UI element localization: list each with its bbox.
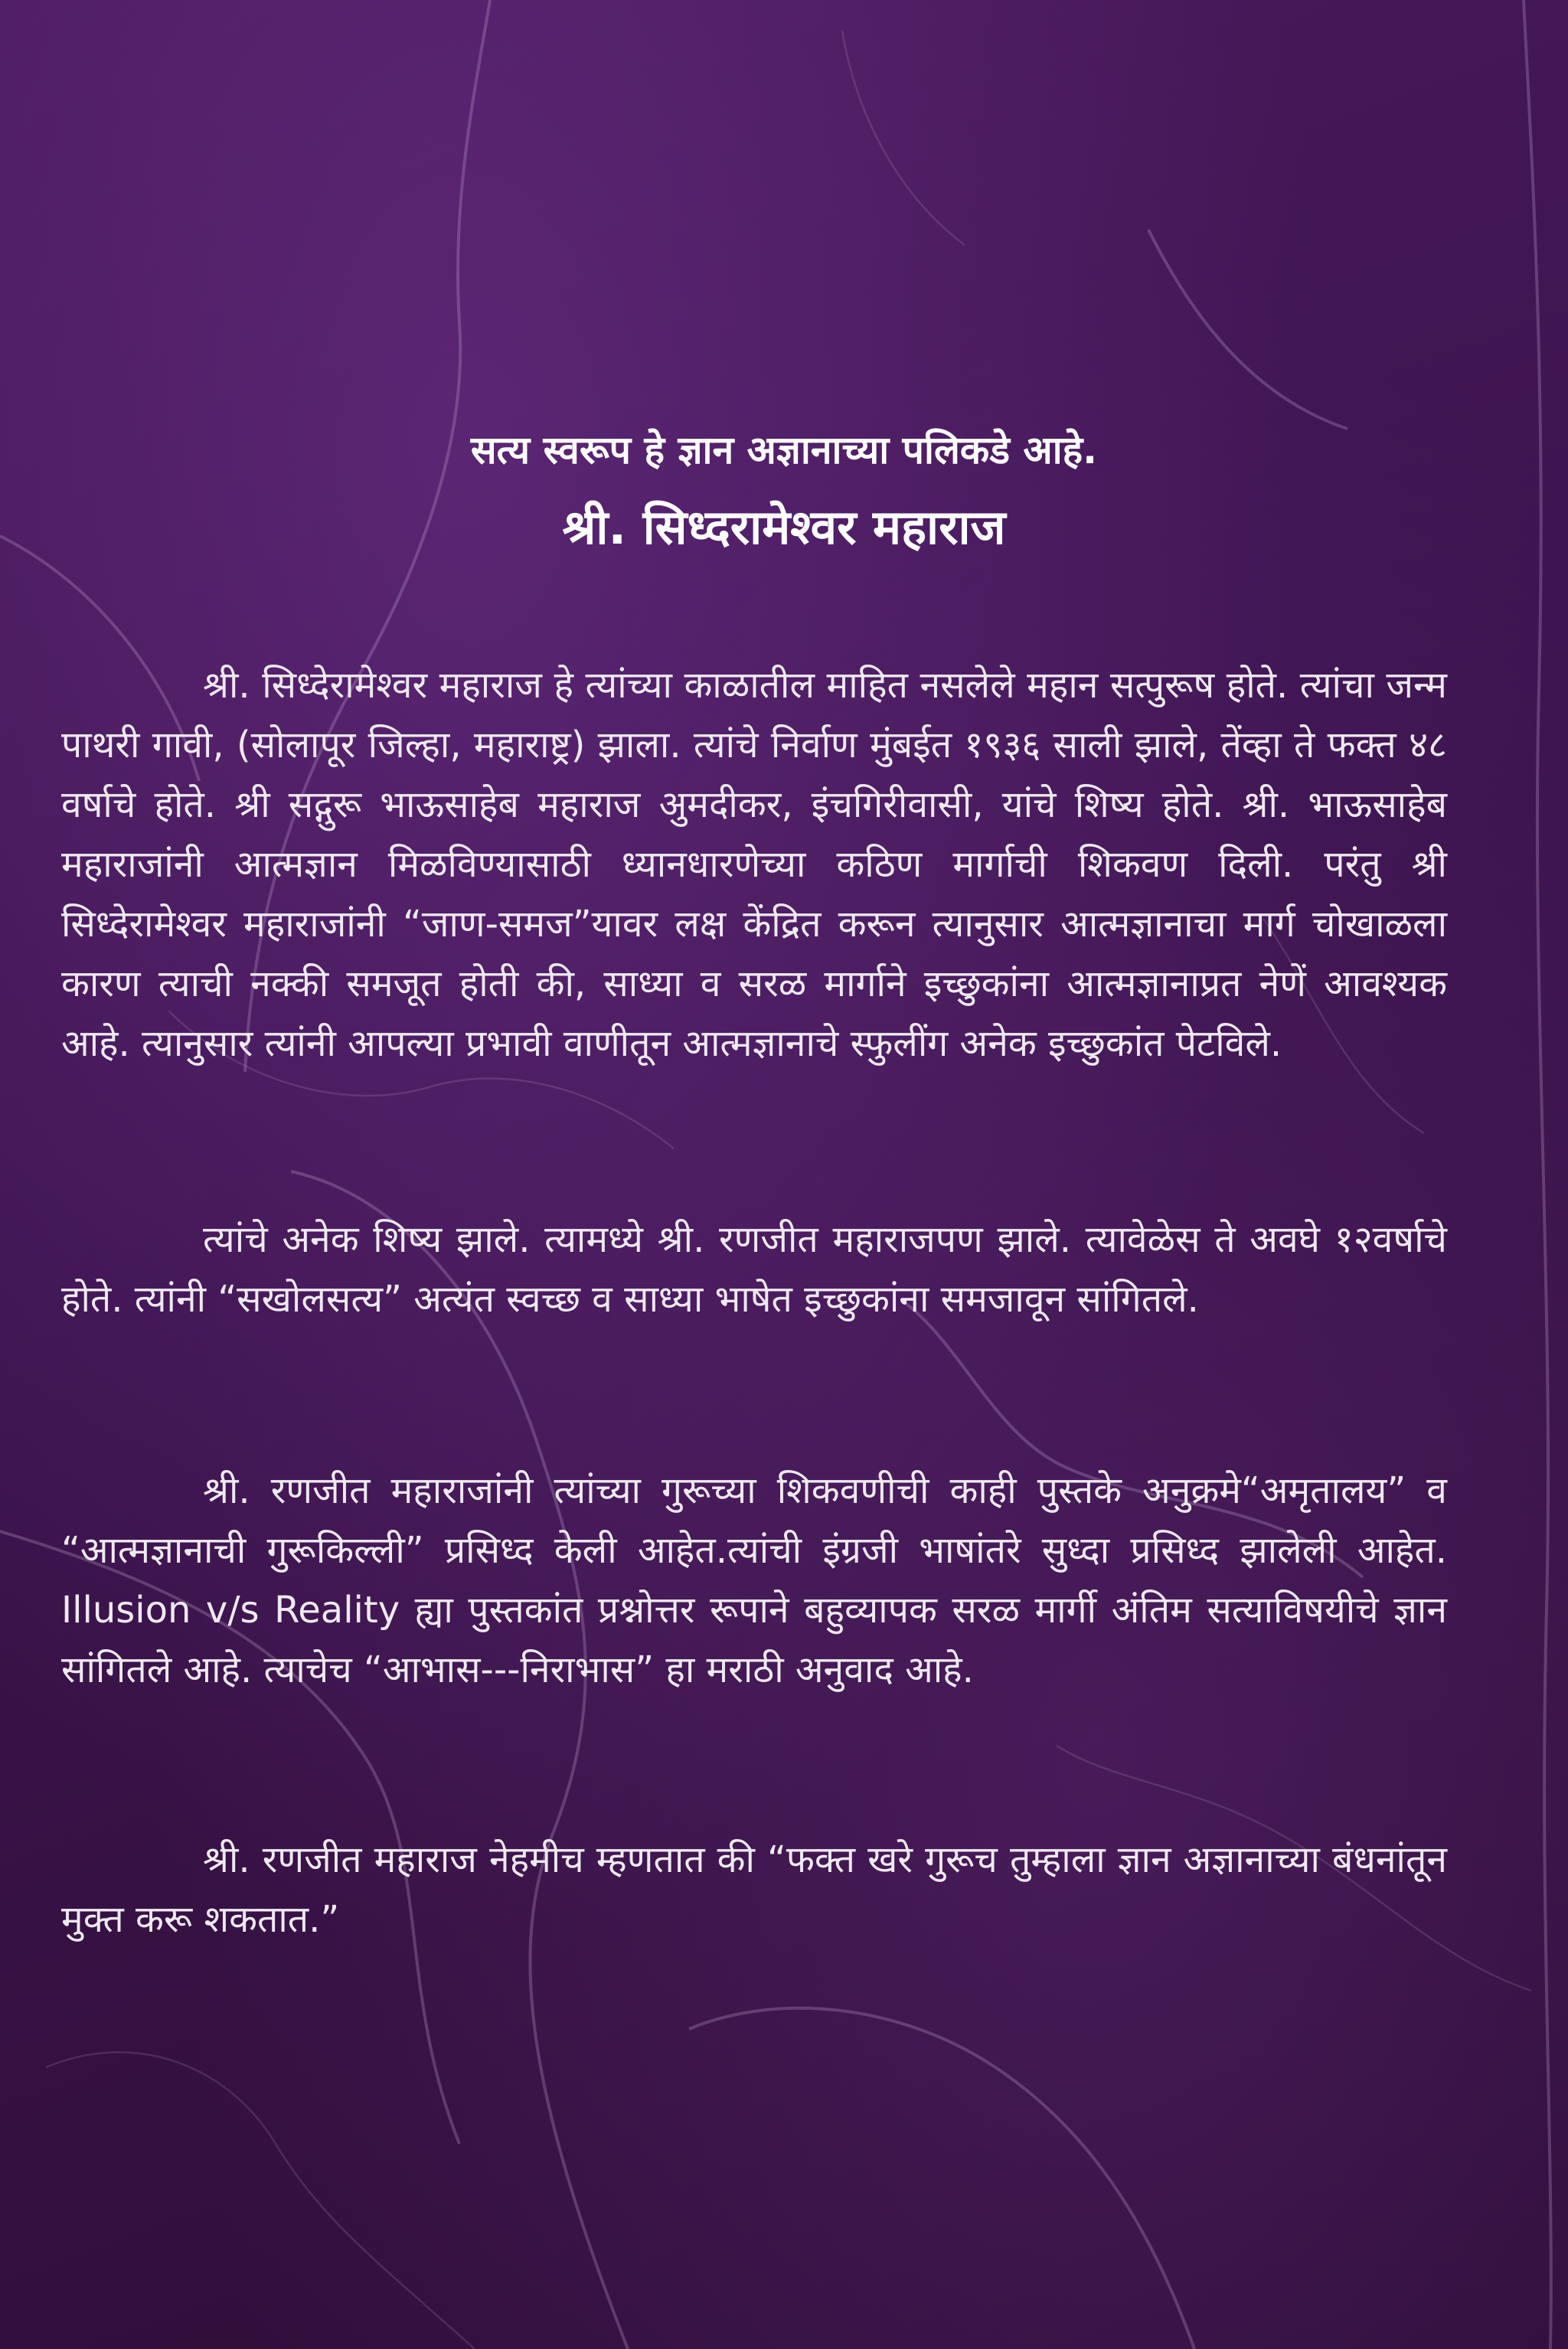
author-heading: श्री. सिध्दरामेश्वर महाराज	[562, 499, 1006, 555]
paragraph-quote: श्री. रणजीत महाराज नेहमीच म्हणतात की “फक्त खरे गुरूच तुम्हाला ज्ञान अज्ञानाच्या बंधनांतून मुक्त करू शकतात.”	[61, 1838, 1447, 1941]
paragraph-about-siddharameshwar: श्री. सिध्देरामेश्वर महाराज हे त्यांच्या काळातील माहित नसलेले महान सत्पुरूष होते. त्यांचा जन्म पाथरी गावी, (सोलापूर जिल्हा, महाराष्ट्र) झाला. त्यांचे निर्वाण मुंबईत १९३६ साली झाले, तेंव्हा ते फक्त ४८ वर्षाचे होते. श्री सद्गुरू भाऊसाहेब महाराज अुमदीकर, इंचगिरीवासी, यांचे शिष्य होते. श्री. भाऊसाहेब महाराजांनी आत्मज्ञान मिळविण्यासाठी ध्यानधारणेच्या कठिण मार्गाची शिकवण दिली. परंतु श्री सिध्देरामेश्वर महाराजांनी “जाण-समज”यावर लक्ष केंद्रित करून त्यानुसार आत्मज्ञानाचा मार्ग चोखाळला कारण त्याची नक्की समजूत होती की, साध्या व सरळ मार्गाने इच्छुकांना आत्मज्ञानाप्रत नेणें आवश्यक आहे. त्यानुसार त्यांनी आपल्या प्रभावी वाणीतून आत्मज्ञानाचे स्फुलींग अनेक इच्छुकांत पेटविले.	[61, 664, 1447, 1065]
paragraph-about-books: श्री. रणजीत महाराजांनी त्यांच्या गुरूच्या शिकवणीची काही पुस्तके अनुक्रमे“अमृतालय” व “आत्मज्ञानाची गुरूकिल्ली” प्रसिध्द केली आहेत.त्यांची इंग्रजी भाषांतरे सुध्दा प्रसिध्द झालेली आहेत. Illusion v/s Reality ह्या पुस्तकांत प्रश्नोत्तर रूपाने बहुव्यापक सरळ मार्गी अंतिम सत्याविषयीचे ज्ञान सांगितले आहे. त्याचेच “आभास---निराभास” हा मराठी अनुवाद आहे.	[61, 1469, 1447, 1691]
paragraph-about-disciples: त्यांचे अनेक शिष्य झाले. त्यामध्ये श्री. रणजीत महाराजपण झाले. त्यावेळेस ते अवघे १२वर्षाचे होते. त्यांनी “सखोलसत्य” अत्यंत स्वच्छ व साध्या भाषेत इच्छुकांना समजावून सांगितले.	[61, 1218, 1447, 1321]
tagline-heading: सत्य स्वरूप हे ज्ञान अज्ञानाच्या पलिकडे आहे.	[470, 428, 1098, 472]
